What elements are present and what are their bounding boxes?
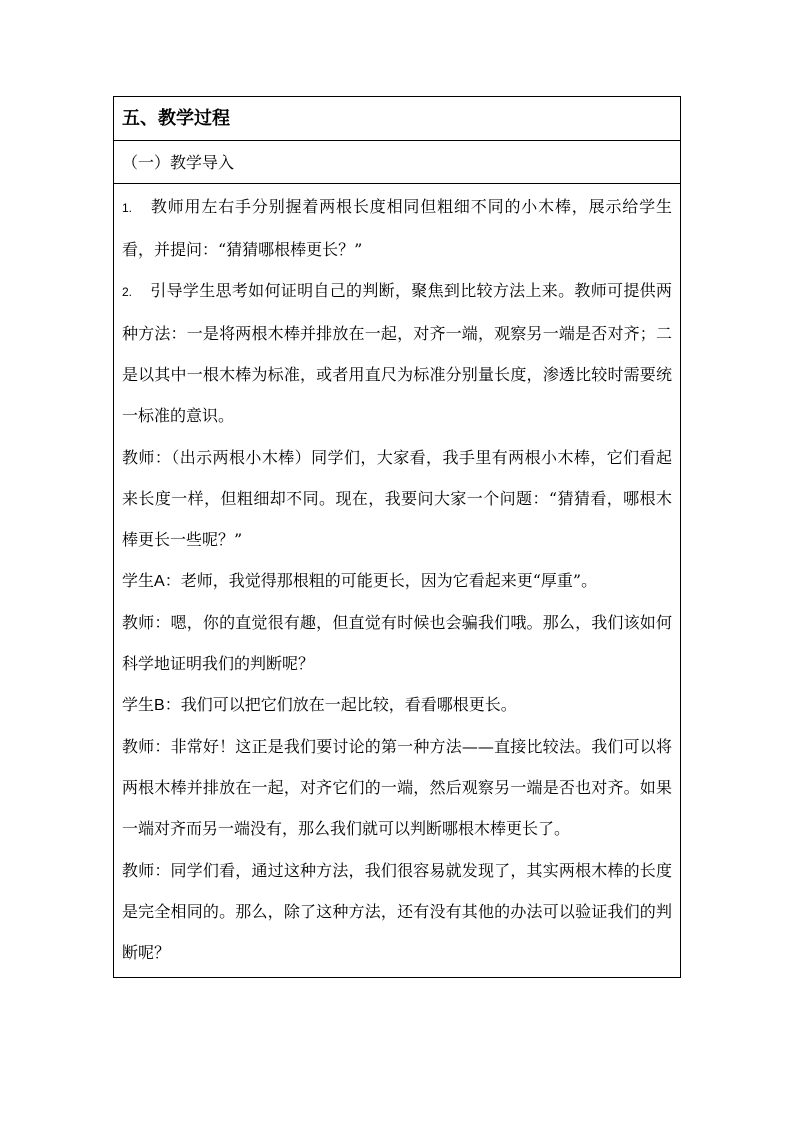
point-number: 2. [122, 285, 133, 300]
dialogue-text: 非常好！这正是我们要讨论的第一种方法——直接比较法。我们可以将两根木棒并排放在一起，对齐它们的一端，然后观察另一端是否也对齐。如果一端对齐而另一端没有，那么我们就可以判断哪根木棒更长了。 [122, 737, 672, 839]
lesson-body [114, 184, 680, 977]
speaker-prefix: 学生 [122, 570, 155, 590]
dialogue-line [122, 850, 672, 973]
point-text: 教师用左右手分别握着两根长度相同但粗细不同的小木棒，展示给学生看，并提问：“猜猜哪根棒更长？” [122, 197, 672, 260]
dialogue-line [122, 726, 672, 849]
speaker-letter: A [154, 572, 165, 590]
dialogue-text: 老师，我觉得那根粗的可能更长，因为它看起来更“厚重”。 [180, 570, 598, 590]
speaker-suffix: ： [164, 570, 181, 590]
dialogue-text: 我们可以把它们放在一起比较，看看哪根更长。 [180, 695, 517, 715]
speaker-label: 教师： [122, 447, 172, 467]
section-heading-row [114, 97, 680, 141]
dialogue-line [122, 602, 672, 684]
dialogue-text: 嗯，你的直觉很有趣，但直觉有时候也会骗我们哦。那么，我们该如何科学地证明我们的判断呢？ [122, 612, 672, 674]
lesson-table [113, 96, 681, 978]
dialogue-text: 同学们看，通过这种方法，我们很容易就发现了，其实两根木棒的长度是完全相同的。那么，除了这种方法，还有没有其他的办法可以验证我们的判断呢？ [122, 860, 672, 962]
subsection-heading: （一）教学导入 [122, 153, 235, 172]
speaker-suffix: ： [164, 695, 181, 715]
speaker-label [122, 571, 181, 590]
section-heading: 五、教学过程 [122, 108, 230, 129]
point-number: 1. [122, 201, 133, 215]
subsection-heading-row [114, 141, 680, 184]
point-text: 引导学生思考如何证明自己的判断，聚焦到比较方法上来。教师可提供两种方法：一是将两根木棒并排放在一起，对齐一端，观察另一端是否对齐；二是以其中一根木棒为标准，或者用直尺为标准分别量长度，渗透比较时需要统一标准的意识。 [122, 281, 672, 426]
speaker-label [122, 695, 181, 714]
speaker-prefix: 学生 [122, 695, 155, 715]
speaker-label: 教师： [122, 612, 171, 632]
speaker-letter: B [154, 697, 165, 715]
dialogue-line [122, 560, 672, 602]
numbered-point [122, 186, 672, 270]
numbered-point [122, 270, 672, 436]
speaker-label: 教师： [122, 737, 171, 757]
dialogue-text: （出示两根小木棒）同学们，大家看，我手里有两根小木棒，它们看起来长度一样，但粗细却不同。现在，我要问大家一个问题：“猜猜看，哪根木棒更长一些呢？” [122, 447, 672, 549]
speaker-label: 教师： [122, 860, 171, 880]
dialogue-line [122, 684, 672, 726]
dialogue-line [122, 437, 672, 560]
